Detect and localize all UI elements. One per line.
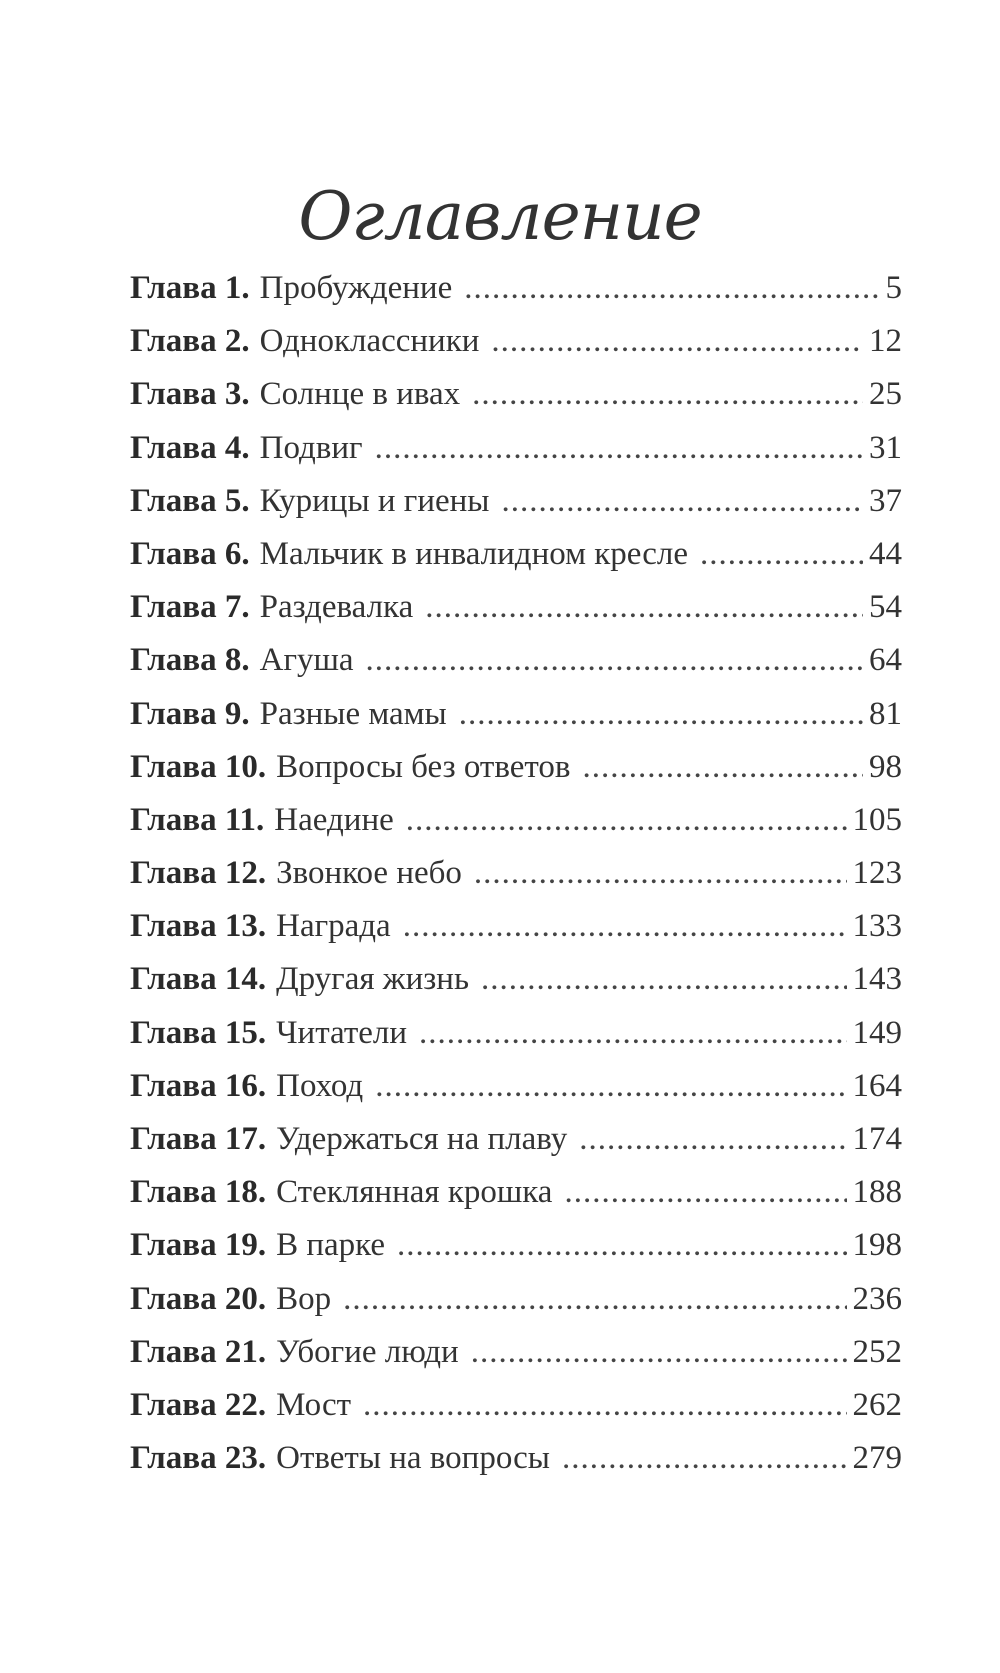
dot-leader — [464, 262, 879, 315]
chapter-number: Глава 15. — [130, 1014, 267, 1051]
toc-entry — [130, 953, 902, 1006]
chapter-title: Подвиг — [259, 429, 363, 466]
page-number: 188 — [852, 1174, 902, 1211]
dot-leader — [700, 528, 863, 581]
toc-entry — [130, 741, 902, 794]
toc-entry — [130, 1326, 902, 1379]
chapter-title: Стеклянная крошка — [276, 1174, 553, 1211]
chapter-title: Солнце в ивах — [259, 376, 461, 413]
page-number: 198 — [852, 1227, 902, 1264]
dot-leader — [564, 1166, 846, 1219]
dot-leader — [474, 847, 847, 900]
toc-entry — [130, 422, 902, 475]
chapter-title: Другая жизнь — [276, 961, 470, 998]
page-number: 149 — [852, 1014, 902, 1051]
toc-entry — [130, 1113, 902, 1166]
chapter-number: Глава 6. — [130, 535, 250, 572]
page-number: 279 — [852, 1440, 902, 1477]
chapter-number: Глава 11. — [130, 801, 265, 838]
toc-entry — [130, 1166, 902, 1219]
dot-leader — [363, 1379, 846, 1432]
chapter-number: Глава 9. — [130, 695, 250, 732]
dot-leader — [481, 953, 846, 1006]
chapter-title: Раздевалка — [259, 589, 414, 626]
chapter-number: Глава 17. — [130, 1121, 267, 1157]
chapter-title: Убогие люди — [276, 1333, 459, 1370]
toc-entry — [130, 1060, 902, 1113]
toc-entry — [130, 1273, 902, 1326]
dot-leader — [425, 581, 863, 634]
chapter-title: Удержаться на плаву — [276, 1121, 568, 1157]
page-number: 31 — [869, 429, 902, 466]
toc-entry — [130, 262, 902, 315]
page-number: 143 — [852, 961, 902, 998]
toc-entry — [130, 1379, 902, 1432]
dot-leader — [419, 1007, 846, 1060]
toc-entry — [130, 1432, 902, 1485]
chapter-title: Курицы и гиены — [259, 482, 490, 519]
page-number: 64 — [869, 642, 902, 679]
chapter-number: Глава 19. — [130, 1227, 267, 1264]
dot-leader — [397, 1219, 846, 1272]
chapter-number: Глава 4. — [130, 429, 250, 466]
page-number: 262 — [852, 1386, 902, 1423]
toc-entry — [130, 794, 902, 847]
page-number: 164 — [852, 1067, 902, 1104]
chapter-title: Звонкое небо — [276, 855, 462, 892]
dot-leader — [343, 1273, 846, 1326]
page-number: 123 — [852, 855, 902, 892]
page-number: 37 — [869, 482, 902, 519]
toc-entry — [130, 368, 902, 421]
dot-leader — [375, 422, 863, 475]
dot-leader — [579, 1113, 846, 1166]
chapter-title: Мальчик в инвалидном кресле — [259, 535, 689, 572]
page-number: 44 — [869, 535, 902, 572]
chapter-title: В парке — [276, 1227, 386, 1264]
dot-leader — [366, 634, 863, 687]
page-number: 174 — [852, 1121, 902, 1157]
page-number: 133 — [852, 908, 902, 945]
chapter-title: Вопросы без ответов — [276, 748, 571, 785]
page-number: 98 — [869, 748, 902, 785]
chapter-title: Агуша — [259, 642, 354, 679]
chapter-number: Глава 12. — [130, 855, 267, 892]
chapter-title: Пробуждение — [259, 270, 453, 306]
chapter-title: Мост — [276, 1386, 352, 1423]
chapter-number: Глава 3. — [130, 376, 250, 413]
chapter-title: Наедине — [274, 801, 394, 838]
page-number: 54 — [869, 589, 902, 626]
chapter-title: Вор — [276, 1280, 332, 1317]
table-of-contents — [130, 262, 902, 1485]
dot-leader — [406, 794, 847, 847]
page-number: 81 — [869, 695, 902, 732]
toc-entry — [130, 847, 902, 900]
chapter-title: Одноклассники — [259, 323, 480, 360]
chapter-title: Разные мамы — [259, 695, 447, 732]
toc-entry — [130, 1007, 902, 1060]
dot-leader — [472, 368, 863, 421]
chapter-number: Глава 21. — [130, 1333, 267, 1370]
chapter-number: Глава 7. — [130, 589, 250, 626]
page-number: 25 — [869, 376, 902, 413]
chapter-number: Глава 5. — [130, 482, 250, 519]
chapter-title: Поход — [276, 1067, 364, 1104]
toc-entry — [130, 581, 902, 634]
chapter-number: Глава 16. — [130, 1067, 267, 1104]
chapter-number: Глава 22. — [130, 1386, 267, 1423]
chapter-number: Глава 1. — [130, 270, 250, 306]
page-number: 252 — [852, 1333, 902, 1370]
dot-leader — [501, 475, 863, 528]
chapter-number: Глава 8. — [130, 642, 250, 679]
chapter-number: Глава 10. — [130, 748, 267, 785]
toc-entry — [130, 315, 902, 368]
toc-entry — [130, 634, 902, 687]
page-number: 5 — [885, 270, 902, 306]
chapter-number: Глава 13. — [130, 908, 267, 945]
chapter-number: Глава 14. — [130, 961, 267, 998]
chapter-title: Награда — [276, 908, 391, 945]
dot-leader — [375, 1060, 846, 1113]
toc-entry — [130, 900, 902, 953]
page-number: 236 — [852, 1280, 902, 1317]
dot-leader — [562, 1432, 847, 1485]
chapter-number: Глава 20. — [130, 1280, 267, 1317]
toc-entry — [130, 1219, 902, 1272]
chapter-title: Читатели — [276, 1014, 408, 1051]
chapter-title: Ответы на вопросы — [276, 1440, 550, 1477]
toc-entry — [130, 475, 902, 528]
chapter-number: Глава 23. — [130, 1440, 267, 1477]
dot-leader — [491, 315, 863, 368]
toc-entry — [130, 688, 902, 741]
page-number: 105 — [852, 801, 902, 838]
page-title: Оглавление — [298, 178, 702, 256]
chapter-number: Глава 2. — [130, 323, 250, 360]
dot-leader — [471, 1326, 847, 1379]
dot-leader — [582, 741, 863, 794]
page-number: 12 — [869, 323, 902, 360]
dot-leader — [459, 688, 863, 741]
dot-leader — [403, 900, 847, 953]
toc-entry — [130, 528, 902, 581]
chapter-number: Глава 18. — [130, 1174, 267, 1211]
